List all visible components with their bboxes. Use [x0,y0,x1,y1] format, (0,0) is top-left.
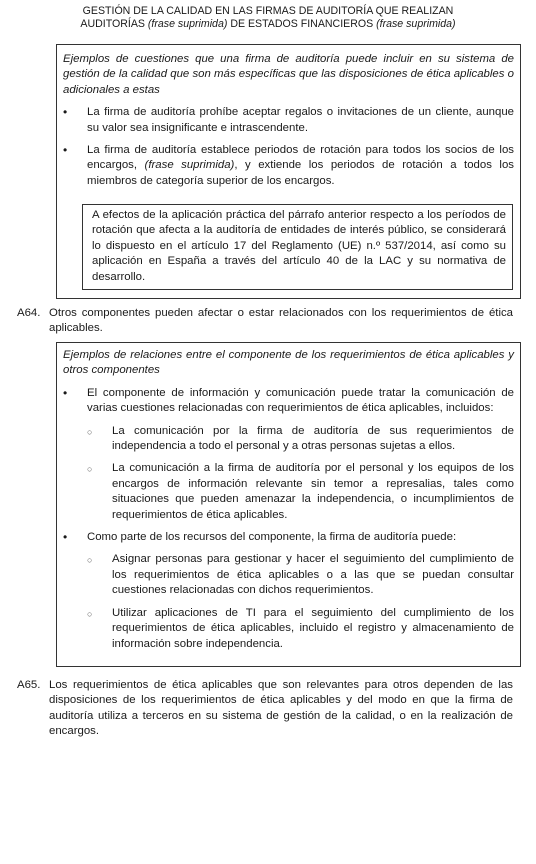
list-item-text: Como parte de los recursos del componente, la firma de auditoría puede: [87,531,457,544]
circle-bullet-icon: ○ [87,426,93,437]
circle-bullet-icon: ○ [87,464,93,475]
page-header [0,5,536,30]
list-item [63,385,514,417]
list-item-text-c: , y extiende los periodos de rotación a todos los miembros de categoría superior de los encargos. [87,159,514,187]
bullet-icon: • [63,143,68,158]
header-line-2-d: (frase suprimida) [376,17,456,30]
sub-list-item [87,552,514,598]
circle-bullet-icon: ○ [87,555,93,566]
circle-bullet-icon: ○ [87,608,93,619]
list-item-text: El componente de información y comunicación puede tratar la comunicación de varias cuestiones relacionadas con requerimientos de ética aplicables, incluidos: [87,386,514,415]
bullet-icon: • [63,385,68,400]
bullet-icon: • [63,530,68,545]
header-line-2 [0,18,536,31]
list-item-text: La firma de auditoría prohíbe aceptar regalos o invitaciones de un cliente, aunque su valor sea insignificante e intrascendente. [87,106,514,134]
header-line-1: GESTIÓN DE LA CALIDAD EN LAS FIRMAS DE AUDITORÍA QUE REALIZAN [82,5,454,17]
sub-list-item [87,461,514,523]
paragraph-a64-text: Otros componentes pueden afectar o estar relacionados con los requerimientos de ética aplicables. [49,307,513,335]
list-item-text-a: La firma de auditoría establece periodos de rotación para todos los socios de los encargos, [87,144,514,172]
header-line-2-c: DE ESTADOS FINANCIEROS [227,17,377,30]
bullet-icon: • [63,105,68,120]
examples-box-ethics-title: Ejemplos de cuestiones que una firma de auditoría puede incluir en su sistema de gestión de la calidad que son más específicas que las disposiciones de ética aplicables o adicionales a estas [63,53,514,96]
national-note-box: A efectos de la aplicación práctica del párrafo anterior respecto a los períodos de rotación que afecta a la auditoría de entidades de interés público, se considerará lo dispuesto en el artículo 17 del Reglamento (UE) n.º 537/2014, así como su aplicación en España a través del artículo 40 de la LAC y su normativa de desarrollo. [82,204,513,290]
list-item-text-b: (frase suprimida) [144,159,235,172]
paragraph-a65-text: Los requerimientos de ética aplicables que son relevantes para otros dependen de las disposiciones de los requerimientos de ética aplicables y del modo en que la firma de auditoría utiliza a terceros en su sistema de gestión de la calidad, o en la realización de encargos. [49,679,513,738]
sub-list-item-text: Utilizar aplicaciones de TI para el seguimiento del cumplimiento de los requerimientos de ética aplicables, incluido el registro y almacenamiento de información sobre independencia. [112,606,514,650]
sub-list-item-text: La comunicación por la firma de auditoría de sus requerimientos de independencia a todo el personal y a otras personas sujetas a ellos. [112,424,514,453]
sub-list-item [87,424,514,455]
list-item [63,143,514,189]
paragraph-number-a64: A64. [17,307,41,319]
header-line-2-b: (frase suprimida) [147,17,228,30]
sub-list-item-text: Asignar personas para gestionar y hacer el seguimiento del cumplimiento de los requerimientos de ética aplicables o a las que se puedan consultar cuestiones relacionadas con dichos requerimientos. [112,553,514,597]
list-item [63,530,514,545]
paragraph-number-a65: A65. [17,679,41,691]
sub-list-item-text: La comunicación a la firma de auditoría por el personal y los equipos de los encargos de información relevante sin temor a represalias, tales como situaciones que pueden amenazar la independencia, o incumplimientos de requerimientos de ética aplicables. [112,462,514,521]
sub-list-item [87,606,514,652]
header-line-2-a: AUDITORÍAS [80,17,148,30]
examples-box-components-title: Ejemplos de relaciones entre el componente de los requerimientos de ética aplicables y otros componentes [63,349,514,377]
list-item [63,105,514,136]
examples-box-components [56,342,521,667]
